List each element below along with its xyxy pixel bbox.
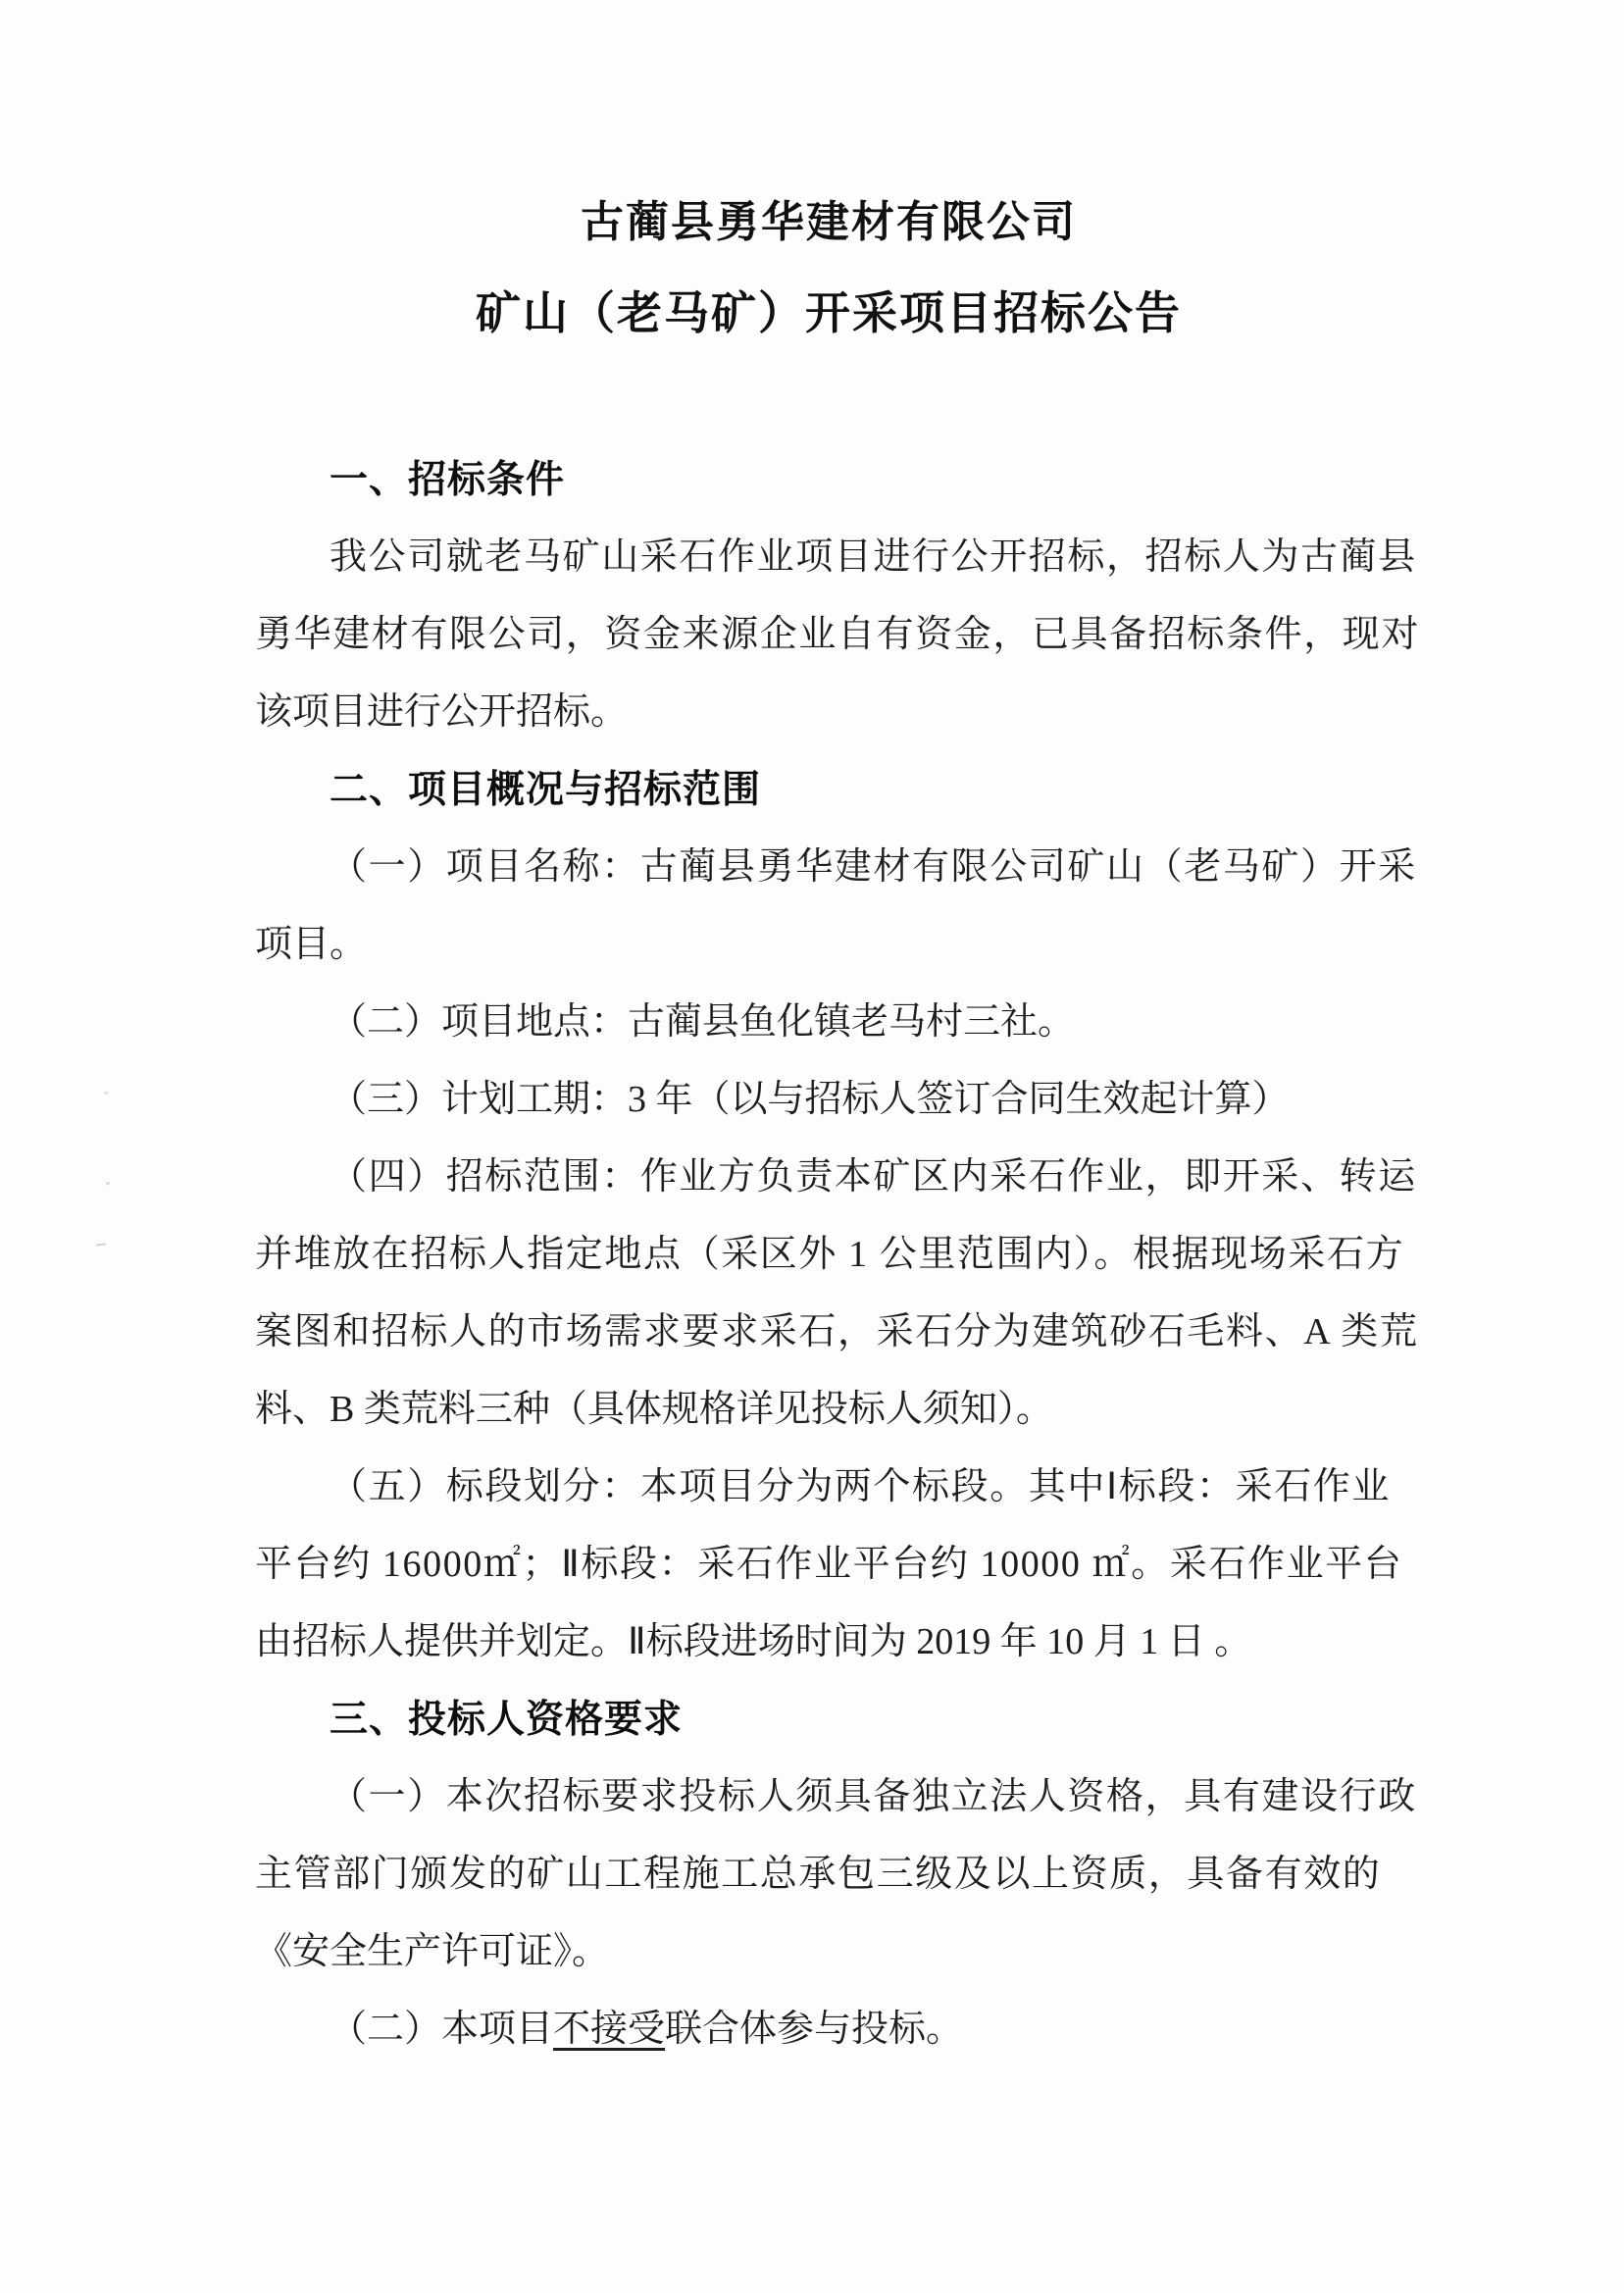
- text-line: （四）招标范围：作业方负责本矿区内采石作业，即开采、转运: [330, 1156, 1417, 1197]
- text-line: （二）项目地点：古蔺县鱼化镇老马村三社。: [330, 1001, 1076, 1043]
- scan-artifact: ゛: [102, 1179, 122, 1201]
- section-heading: 二、项目概况与招标范围: [330, 769, 762, 811]
- text-line: （一）本次招标要求投标人须具备独立法人资格，具有建设行政: [330, 1776, 1417, 1817]
- text-line: 我公司就老马矿山采石作业项目进行公开招标，招标人为古蔺县: [330, 536, 1417, 578]
- text-line: 料、B 类荒料三种（具体规格详见投标人须知）。: [255, 1389, 1053, 1430]
- text-line: 并堆放在招标人指定地点（采区外 1 公里范围内）。根据现场采石方: [255, 1234, 1405, 1275]
- text-line: 由招标人提供并划定。Ⅱ标段进场时间为 2019 年 10 月 1 日 。: [255, 1621, 1252, 1662]
- text-segment: 联合体参与投标。: [665, 2009, 964, 2050]
- section-heading: 三、投标人资格要求: [330, 1699, 684, 1741]
- document-title-line1: 古蔺县勇华建材有限公司: [581, 198, 1077, 246]
- text-line: （一）项目名称：古蔺县勇华建材有限公司矿山（老马矿）开采: [330, 846, 1417, 888]
- text-line: 主管部门颁发的矿山工程施工总承包三级及以上资质，具备有效的: [255, 1854, 1382, 1895]
- section-heading: 一、招标条件: [330, 459, 566, 501]
- scan-artifact: [96, 1243, 106, 1246]
- scan-artifact: ゛: [100, 1089, 120, 1111]
- text-segment: （二）本项目: [330, 2009, 554, 2050]
- text-line: 《安全生产许可证》。: [255, 1931, 610, 1972]
- document-body: [255, 441, 1421, 2068]
- document-title-line2: 矿山（老马矿）开采项目招标公告: [476, 287, 1182, 338]
- text-line: 平台约 16000㎡；Ⅱ标段：采石作业平台约 10000 ㎡。采石作业平台: [255, 1544, 1403, 1585]
- underlined-text: 不接受: [553, 2009, 666, 2050]
- text-line: 项目。: [255, 924, 368, 965]
- text-line: 案图和招标人的市场需求要求采石，采石分为建筑砂石毛料、A 类荒: [255, 1311, 1419, 1352]
- text-line: （五）标段划分：本项目分为两个标段。其中Ⅰ标段：采石作业: [330, 1466, 1392, 1507]
- text-line: [255, 1991, 1391, 2068]
- text-line: （三）计划工期：3 年（以与招标人签订合同生效起计算）: [330, 1079, 1290, 1120]
- text-line: 该项目进行公开招标。: [255, 691, 629, 733]
- text-line: 勇华建材有限公司，资金来源企业自有资金，已具备招标条件，现对: [255, 614, 1421, 655]
